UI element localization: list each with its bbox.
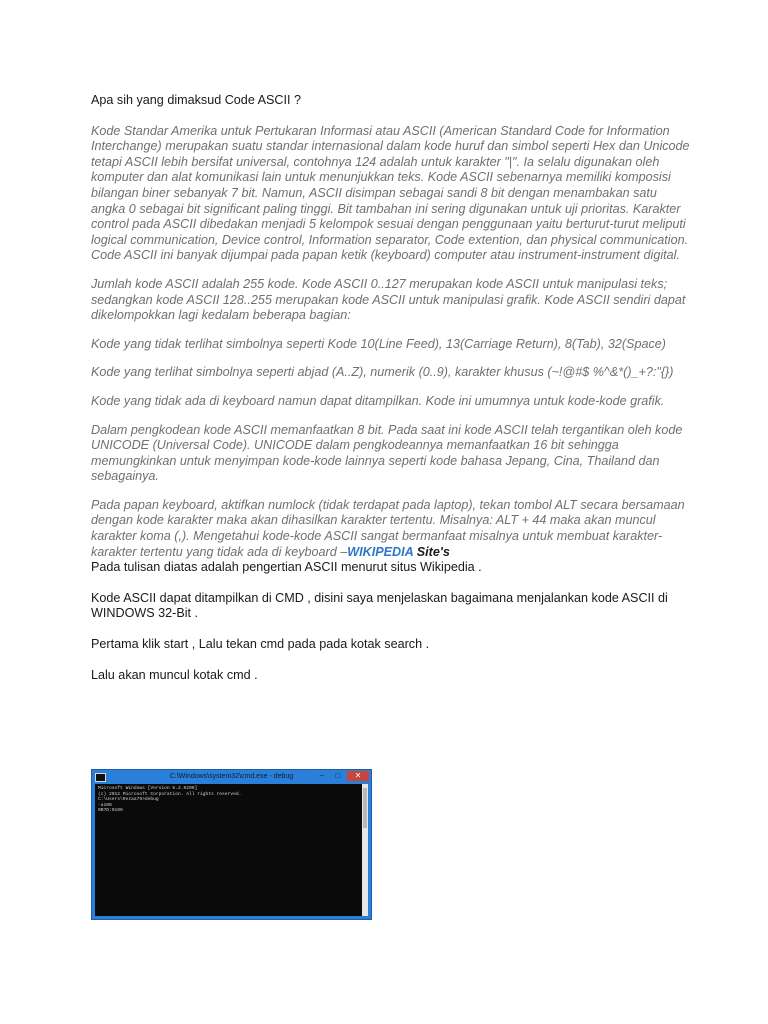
paragraph-visible-codes: Kode yang terlihat simbolnya seperti abjad (A..Z), numerik (0..9), karakter khusus (~!@#$ %^&*()_+?:"{}) <box>91 365 674 380</box>
console-scrollbar <box>362 784 368 916</box>
paragraph-step-two: Lalu akan muncul kotak cmd . <box>91 667 258 682</box>
console-line: Microsoft Windows [Version 6.2.9200] <box>98 786 198 791</box>
paragraph-ascii-definition: Kode Standar Amerika untuk Pertukaran Informasi atau ASCII (American Standard Code for Information Interchange) merupakan suatu standar internasional dalam kode huruf dan simbol seperti Hex dan Unicode tetapi ASCII lebih bersifat universal, contohnya 124 adalah untuk karakter "|". Ia selalu digunakan oleh komputer dan alat komunikasi lain untuk menunjukkan teks. Kode ASCII sebenarnya memiliki komposisi bilangan biner sebanyak 7 bit. Namun, ASCII disimpan sebagai sandi 8 bit dengan menambakan satu angka 0 sebagai bit significant paling tinggi. Bit tambahan ini sering digunakan untuk uji prioritas. Karakter control pada ASCII dibedakan menjadi 5 kelompok sesuai dengan penggunaan yaitu berturut-turut meliputi logical communication, Device control, Information separator, Code extention, dan physical communication. Code ASCII ini banyak dijumpai pada papan ketik (keyboard) computer atau instrument-instrument digital. <box>91 123 690 263</box>
cmd-window-controls <box>315 771 369 781</box>
cmd-window-icon <box>95 773 106 782</box>
document-page <box>91 93 691 683</box>
paragraph-unicode: Dalam pengkodean kode ASCII memanfaatkan 8 bit. Pada saat ini kode ASCII telah tergantikan oleh kode UNICODE (Universal Code). UNICODE dalam pengkodeannya memanfaatkan 16 bit sehingga memungkinkan untuk menyimpan kode-kode lainnya seperti kode bahasa Jepang, Cina, Thailand dan sebagainya. <box>91 422 683 484</box>
paragraph-step-one: Pertama klik start , Lalu tekan cmd pada pada kotak search . <box>91 637 430 652</box>
paragraph-graphic-codes: Kode yang tidak ada di keyboard namun dapat ditampilkan. Kode ini umumnya untuk kode-kode grafik. <box>91 393 665 408</box>
paragraph-ascii-count: Jumlah kode ASCII adalah 255 kode. Kode ASCII 0..127 merupakan kode ASCII untuk manipulasi teks; sedangkan kode ASCII 128..255 merupakan kode ASCII untuk manipulasi grafik. Kode ASCII sendiri dapat dikelompokkan lagi kedalam beberapa bagian: <box>91 276 686 323</box>
paragraph-source-note: Pada tulisan diatas adalah pengertian ASCII menurut situs Wikipedia . <box>91 560 482 575</box>
console-line: C:\Users\Rezaa79>debug <box>98 797 159 803</box>
page-heading: Apa sih yang dimaksud Code ASCII ? <box>91 93 302 107</box>
paragraph-keyboard-alt-text: Pada papan keyboard, aktifkan numlock (tidak terdapat pada laptop), tekan tombol ALT secara bersamaan dengan kode karakter maka akan dihasilkan karakter tertentu. Misalnya: ALT + 44 maka akan muncul karakter koma (,). Mengetahui kode-kode ASCII sangat bermanfaat misalnya untuk membuat karakter-karakter tertentu yang tidak ada di keyboard – <box>91 497 685 559</box>
paragraph-invisible-codes: Kode yang tidak terlihat simbolnya seperti Kode 10(Line Feed), 13(Carriage Return), 8(Tab), 32(Space) <box>91 336 666 351</box>
console-scrollbar-thumb <box>363 788 367 828</box>
close-icon: ✕ <box>347 771 369 781</box>
paragraph-keyboard-alt <box>91 498 691 560</box>
cmd-titlebar <box>92 770 371 784</box>
wikipedia-link[interactable]: WIKIPEDIA <box>347 544 414 559</box>
maximize-icon: □ <box>335 771 341 780</box>
cmd-window-title: C:\Windows\system32\cmd.exe - debug <box>169 773 294 780</box>
console-line: (c) 2012 Microsoft Corporation. All rights reserved. <box>98 791 242 797</box>
sites-label: Site's <box>413 544 450 559</box>
console-line: 0B7D:0100 <box>98 808 123 814</box>
cmd-window-screenshot <box>91 769 372 920</box>
paragraph-cmd-intro: Kode ASCII dapat ditampilkan di CMD , disini saya menjelaskan bagaimana menjalankan kode ASCII di WINDOWS 32-Bit . <box>91 590 668 621</box>
cmd-console <box>95 784 368 916</box>
minimize-icon: – <box>319 771 325 780</box>
console-line: -a100 <box>98 802 112 808</box>
